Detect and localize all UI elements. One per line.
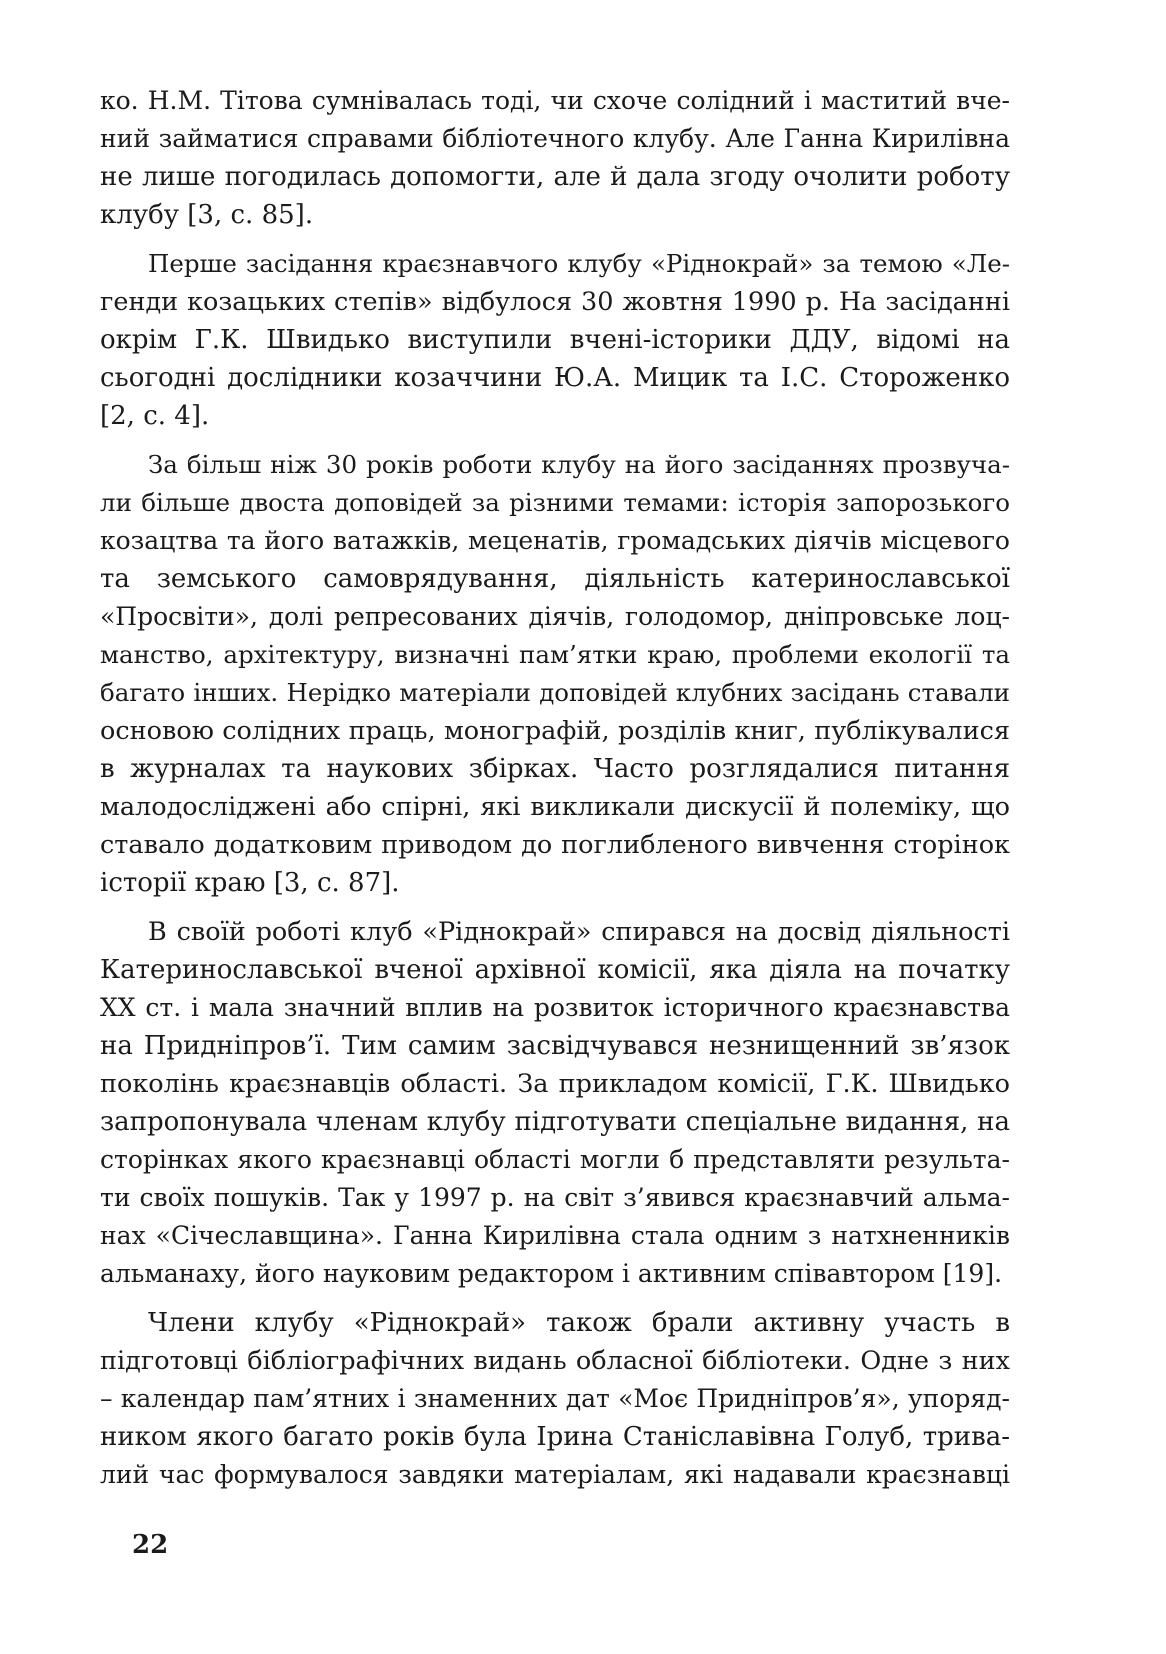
text-line: Перше засідання краєзнавчого клубу «Ріднокрай» за темою «Ле-	[148, 249, 1010, 278]
text-line: манство, архітектуру, визначні пам’ятки краю, проблеми екології та	[100, 640, 1010, 669]
text-line: основою солідних праць, монографій, розділів книг, публікувалися	[100, 716, 1010, 746]
text-line: не лише погодилась допомогти, але й дала згоду очолити роботу	[100, 162, 1010, 192]
text-line: генди козацьких степів» відбулося 30 жовтня 1990 р. На засіданні	[100, 287, 1010, 317]
text-line: сьогодні дослідники козаччини Ю.А. Мицик та І.С. Стороженко	[100, 363, 1010, 393]
text-line: нах «Січеславщина». Ганна Кирилівна стала одним з натхненників	[100, 1221, 1010, 1250]
text-line: клубу [3, с. 85].	[100, 200, 314, 230]
text-line: – календар пам’ятних і знаменних дат «Моє Придніпров’я», упоряд-	[100, 1384, 1010, 1413]
text-line: ХХ ст. і мала значний вплив на розвиток історичного краєзнавства	[100, 993, 1010, 1022]
text-line: сторінках якого краєзнавці області могли б представляти результа-	[100, 1145, 1010, 1174]
text-line: ко. Н.М. Тітова сумнівалась тоді, чи схоче солідний і маститий вче-	[100, 86, 1010, 115]
text-line: лий час формувалося завдяки матеріалам, які надавали краєзнавці	[100, 1460, 1010, 1489]
text-line: ником якого багато років була Ірина Станіславівна Голуб, трива-	[100, 1422, 1010, 1452]
paragraph-4	[100, 913, 1010, 1293]
text-line: ставало додатковим приводом до поглибленого вивчення сторінок	[100, 830, 1010, 860]
paragraph-1	[100, 82, 1010, 234]
paragraph-2	[100, 245, 1010, 435]
text-line: підготовці бібліографічних видань обласної бібліотеки. Одне з них	[100, 1346, 1010, 1376]
text-line: історії краю [3, с. 87].	[100, 868, 400, 898]
text-line: багато інших. Нерідко матеріали доповідей клубних засідань ставали	[100, 678, 1010, 707]
text-line: За більш ніж 30 років роботи клубу на його засіданнях прозвуча-	[148, 450, 1010, 479]
page-number: 22	[132, 1530, 169, 1560]
text-line: Катеринославської вченої архівної комісії, яка діяла на початку	[100, 955, 1010, 985]
text-line: та земського самоврядування, діяльність катеринославської	[100, 564, 1010, 594]
paragraph-3	[100, 446, 1010, 902]
text-line: поколінь краєзнавців області. За прикладом комісії, Г.К. Швидько	[100, 1069, 1010, 1099]
paragraph-5	[100, 1304, 1010, 1494]
text-line: в журналах та наукових збірках. Часто розглядалися питання	[100, 754, 1010, 784]
text-line: малодосліджені або спірні, які викликали дискусії й полеміку, що	[100, 792, 1010, 822]
text-line: Члени клубу «Ріднокрай» також брали активну участь в	[148, 1308, 1010, 1338]
text-line: на Придніпров’ї. Тим самим засвідчувався незнищенний зв’язок	[100, 1031, 1010, 1061]
text-line: альманаху, його науковим редактором і активним співавтором [19].	[100, 1259, 1003, 1288]
text-line: запропонувала членам клубу підготувати спеціальне видання, на	[100, 1107, 1010, 1137]
text-line: ти своїх пошуків. Так у 1997 р. на світ з’явився краєзнавчий альма-	[100, 1183, 1010, 1212]
text-line: ний займатися справами бібліотечного клубу. Але Ганна Кирилівна	[100, 124, 1010, 153]
text-line: козацтва та його ватажків, меценатів, громадських діячів місцевого	[100, 526, 1010, 555]
text-line: ли більше двоста доповідей за різними темами: історія запорозького	[100, 488, 1010, 517]
text-line: «Просвіти», долі репресованих діячів, голодомор, дніпровське лоц-	[100, 602, 1010, 631]
text-line: окрім Г.К. Швидько виступили вчені-історики ДДУ, відомі на	[100, 325, 1010, 355]
page-body	[100, 82, 1010, 1505]
text-line: [2, с. 4].	[100, 401, 210, 431]
text-line: В своїй роботі клуб «Ріднокрай» спирався на досвід діяльності	[148, 917, 1010, 947]
